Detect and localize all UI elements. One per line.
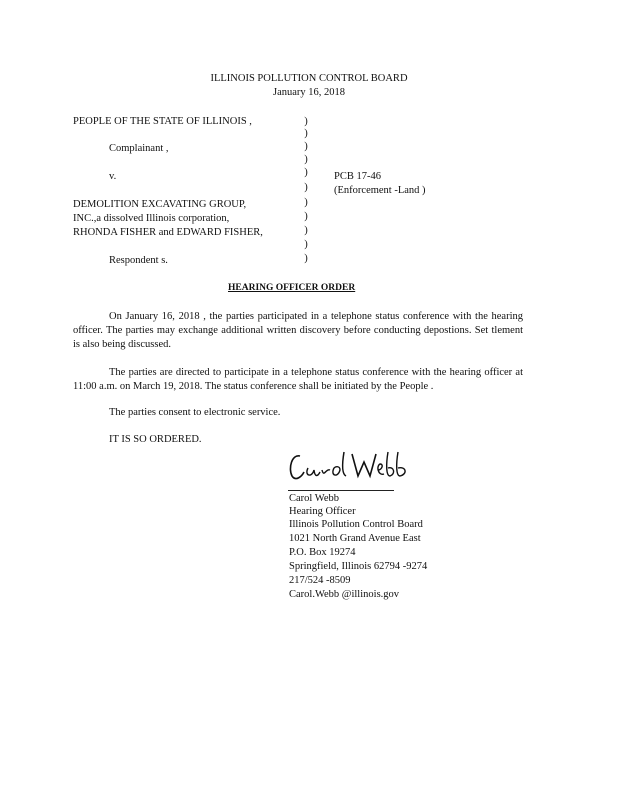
respondent-line-2: INC.,a dissolved Illinois corporation,	[73, 213, 230, 224]
signer-street: 1021 North Grand Avenue East	[289, 533, 421, 544]
respondent-line-3: RHONDA FISHER and EDWARD FISHER,	[73, 227, 263, 238]
plaintiff-name: PEOPLE OF THE STATE OF ILLINOIS ,	[73, 116, 252, 127]
signer-po-box: P.O. Box 19274	[289, 547, 356, 558]
paragraph-1: On January 16, 2018 , the parties participated in a telephone status conference with the hearing officer. The parties may exchange additional written discovery before conducting depostions. Set tlement is also being discussed.	[73, 311, 523, 350]
caption-paren: )	[304, 253, 308, 264]
plaintiff-role: Complainant ,	[109, 143, 169, 154]
handwritten-signature	[286, 446, 416, 486]
signer-organization: Illinois Pollution Control Board	[289, 519, 423, 530]
signer-city: Springfield, Illinois 62794 -9274	[289, 561, 428, 572]
caption-paren: )	[304, 167, 308, 178]
paragraph-3: The parties consent to electronic service.	[109, 407, 281, 418]
respondent-role: Respondent s.	[109, 255, 168, 266]
signer-title: Hearing Officer	[289, 506, 356, 517]
board-name: ILLINOIS POLLUTION CONTROL BOARD	[210, 73, 408, 84]
caption-paren: )	[304, 211, 308, 222]
caption-paren: )	[304, 154, 308, 165]
caption-paren: )	[304, 239, 308, 250]
case-type: (Enforcement -Land )	[334, 185, 426, 196]
case-number: PCB 17-46	[334, 171, 381, 182]
signer-phone: 217/524 -8509	[289, 575, 351, 586]
caption-paren: )	[304, 197, 308, 208]
caption-paren: )	[304, 141, 308, 152]
order-date: January 16, 2018	[272, 87, 346, 98]
caption-paren: )	[304, 116, 308, 127]
signer-email: Carol.Webb @illinois.gov	[289, 589, 400, 600]
respondent-line-1: DEMOLITION EXCAVATING GROUP,	[73, 199, 247, 210]
order-title: HEARING OFFICER ORDER	[228, 283, 356, 293]
caption-paren: )	[304, 182, 308, 193]
versus-label: v.	[109, 171, 117, 182]
signer-name: Carol Webb	[289, 493, 339, 504]
caption-paren: )	[304, 128, 308, 139]
paragraph-2: The parties are directed to participate in a telephone status conference with the hearing officer at 11:00 a.m. on March 19, 2018. The status conference shall be initiated by the People .	[73, 367, 523, 392]
signature-line	[288, 490, 394, 491]
caption-paren: )	[304, 225, 308, 236]
paragraph-4: IT IS SO ORDERED.	[109, 434, 202, 445]
